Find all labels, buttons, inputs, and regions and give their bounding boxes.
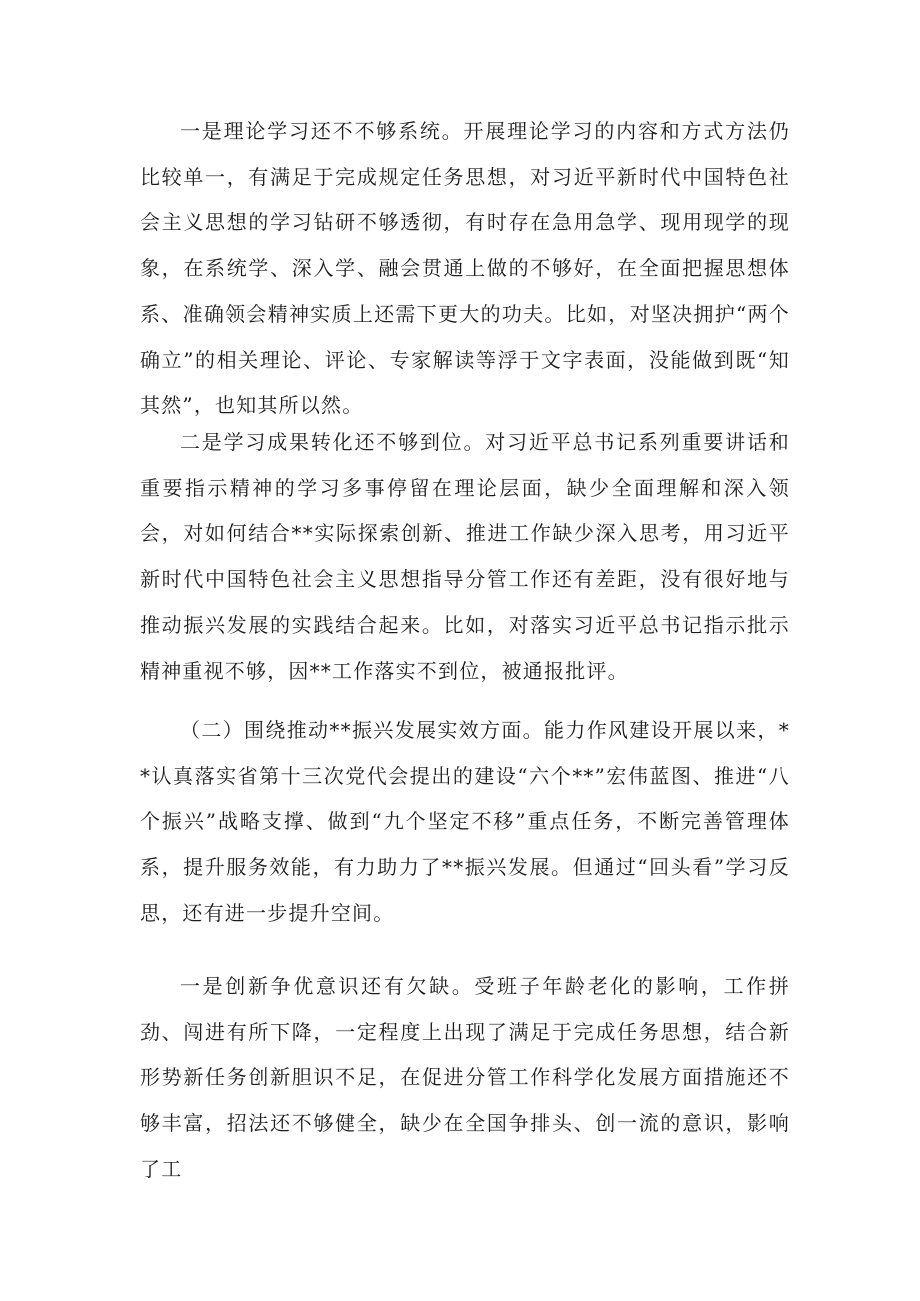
paragraph-section-two: （二）围绕推动**振兴发展实效方面。能力作风建设开展以来，**认真落实省第十三次党代会提出的建设“六个**”宏伟蓝图、推进“八个振兴”战略支撑、做到“九个坚定不移”重点任务，不断完善管理体系，提升服务效能，有力助力了**振兴发展。但通过“回头看”学习反思，还有进一步提升空间。	[140, 718, 790, 925]
paragraph-innovation: 一是创新争优意识还有欠缺。受班子年龄老化的影响，工作拼劲、闯进有所下降，一定程度上出现了满足于完成任务思想，结合新形势新任务创新胆识不足，在促进分管工作科学化发展方面措施还不够丰富，招法还不够健全，缺少在全国争排头、创一流的意识，影响了工	[140, 974, 790, 1181]
paragraph-theory-study: 一是理论学习还不不够系统。开展理论学习的内容和方式方法仍比较单一，有满足于完成规定任务思想，对习近平新时代中国特色社会主义思想的学习钻研不够透彻，有时存在急用急学、现用现学的现象，在系统学、深入学、融会贯通上做的不够好，在全面把握思想体系、准确领会精神实质上还需下更大的功夫。比如，对坚决拥护“两个确立”的相关理论、评论、专家解读等浮于文字表面，没能做到既“知其然”，也知其所以然。	[140, 119, 790, 418]
paragraph-study-results: 二是学习成果转化还不够到位。对习近平总书记系列重要讲话和重要指示精神的学习多事停留在理论层面，缺少全面理解和深入领会，对如何结合**实际探索创新、推进工作缺少深入思考，用习近平新时代中国特色社会主义思想指导分管工作还有差距，没有很好地与推动振兴发展的实践结合起来。比如，对落实习近平总书记指示批示精神重视不够，因**工作落实不到位，被通报批评。	[140, 430, 790, 683]
